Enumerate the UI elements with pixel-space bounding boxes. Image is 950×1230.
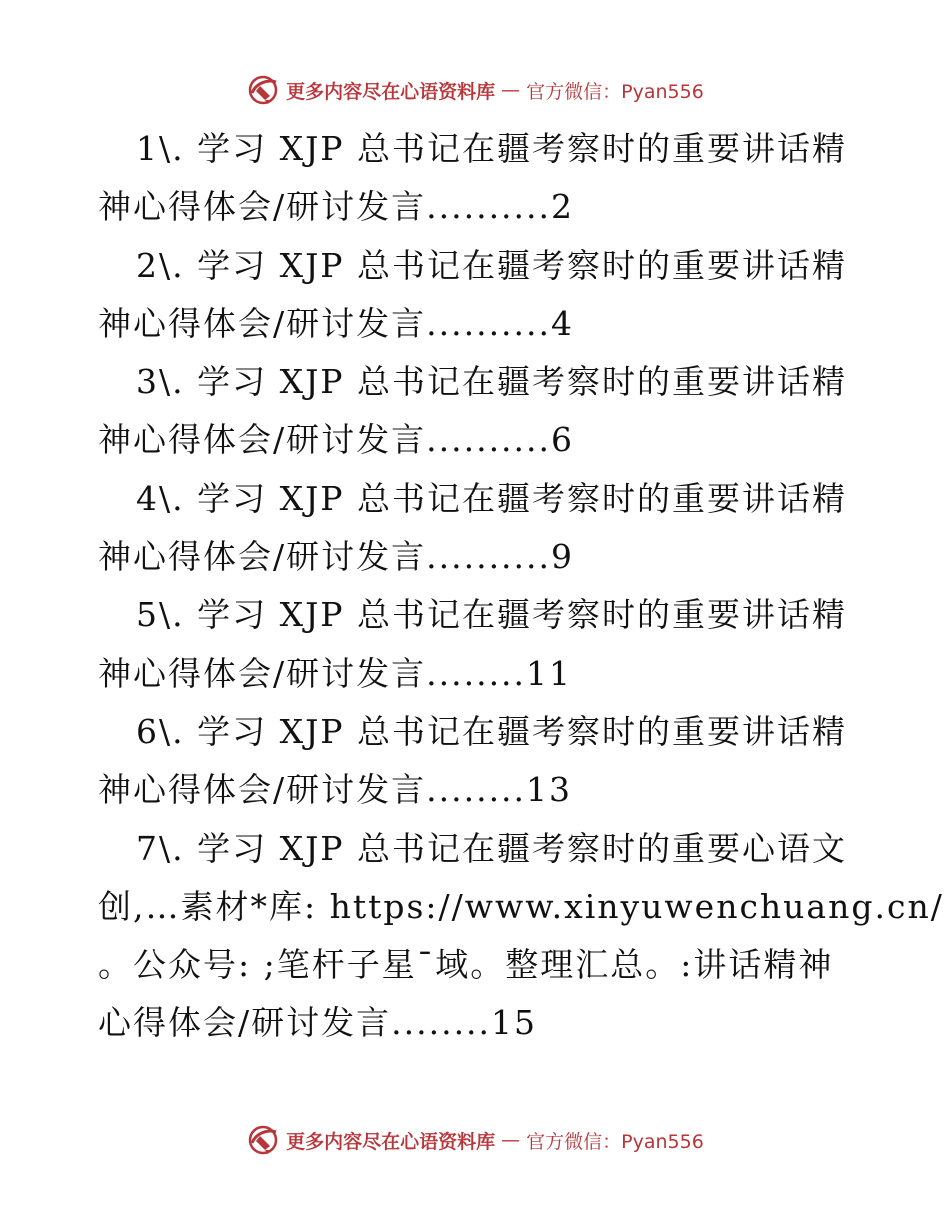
header-banner bbox=[0, 70, 950, 110]
pen-nib-logo-icon bbox=[246, 1123, 280, 1157]
toc-entry-7-line-1[interactable]: 7\. 学习 XJP 总书记在疆考察时的重要心语文 bbox=[136, 828, 847, 868]
toc-entry-7-line-3[interactable]: 。公众号: ;笔杆子星¯域。整理汇总。:讲话精神 bbox=[98, 945, 834, 985]
toc-entry-6-line-1[interactable]: 6\. 学习 XJP 总书记在疆考察时的重要讲话精 bbox=[136, 711, 847, 751]
table-of-contents bbox=[98, 120, 944, 1053]
header-separator: — bbox=[501, 79, 521, 101]
toc-entry-1-line-1[interactable]: 1\. 学习 XJP 总书记在疆考察时的重要讲话精 bbox=[136, 129, 847, 168]
toc-entry-4-line-1[interactable]: 4\. 学习 XJP 总书记在疆考察时的重要讲话精 bbox=[136, 478, 847, 518]
header-promo-text: 更多内容尽在心语资料库 bbox=[286, 80, 496, 103]
toc-entry-7-line-4[interactable]: 心得体会/研讨发言........15 bbox=[98, 1003, 538, 1043]
toc-entry-3-line-1[interactable]: 3\. 学习 XJP 总书记在疆考察时的重要讲话精 bbox=[136, 362, 847, 402]
toc-entry-7-line-2[interactable]: 创,…素材*库: https://www.xinyuwenchuang.cn/ bbox=[98, 886, 944, 926]
footer-banner bbox=[0, 1120, 950, 1160]
toc-entry-1-line-2[interactable]: 神心得体会/研讨发言..........2 bbox=[98, 187, 575, 227]
toc-entry-2-line-2[interactable]: 神心得体会/研讨发言..........4 bbox=[98, 303, 575, 343]
pen-nib-logo-icon bbox=[246, 73, 280, 107]
toc-entry-2-line-1[interactable]: 2\. 学习 XJP 总书记在疆考察时的重要讲话精 bbox=[136, 245, 847, 285]
footer-separator: — bbox=[501, 1129, 521, 1151]
toc-entry-5-line-1[interactable]: 5\. 学习 XJP 总书记在疆考察时的重要讲话精 bbox=[136, 595, 847, 635]
toc-entry-6-line-2[interactable]: 神心得体会/研讨发言........13 bbox=[98, 770, 573, 810]
toc-entry-4-line-2[interactable]: 神心得体会/研讨发言..........9 bbox=[98, 537, 575, 577]
header-wechat-text: 官方微信：Pyan556 bbox=[526, 80, 704, 103]
footer-promo-text: 更多内容尽在心语资料库 bbox=[286, 1130, 496, 1153]
toc-entry-3-line-2[interactable]: 神心得体会/研讨发言..........6 bbox=[98, 420, 575, 460]
toc-entry-5-line-2[interactable]: 神心得体会/研讨发言........11 bbox=[98, 653, 573, 693]
footer-wechat-text: 官方微信：Pyan556 bbox=[526, 1130, 704, 1153]
